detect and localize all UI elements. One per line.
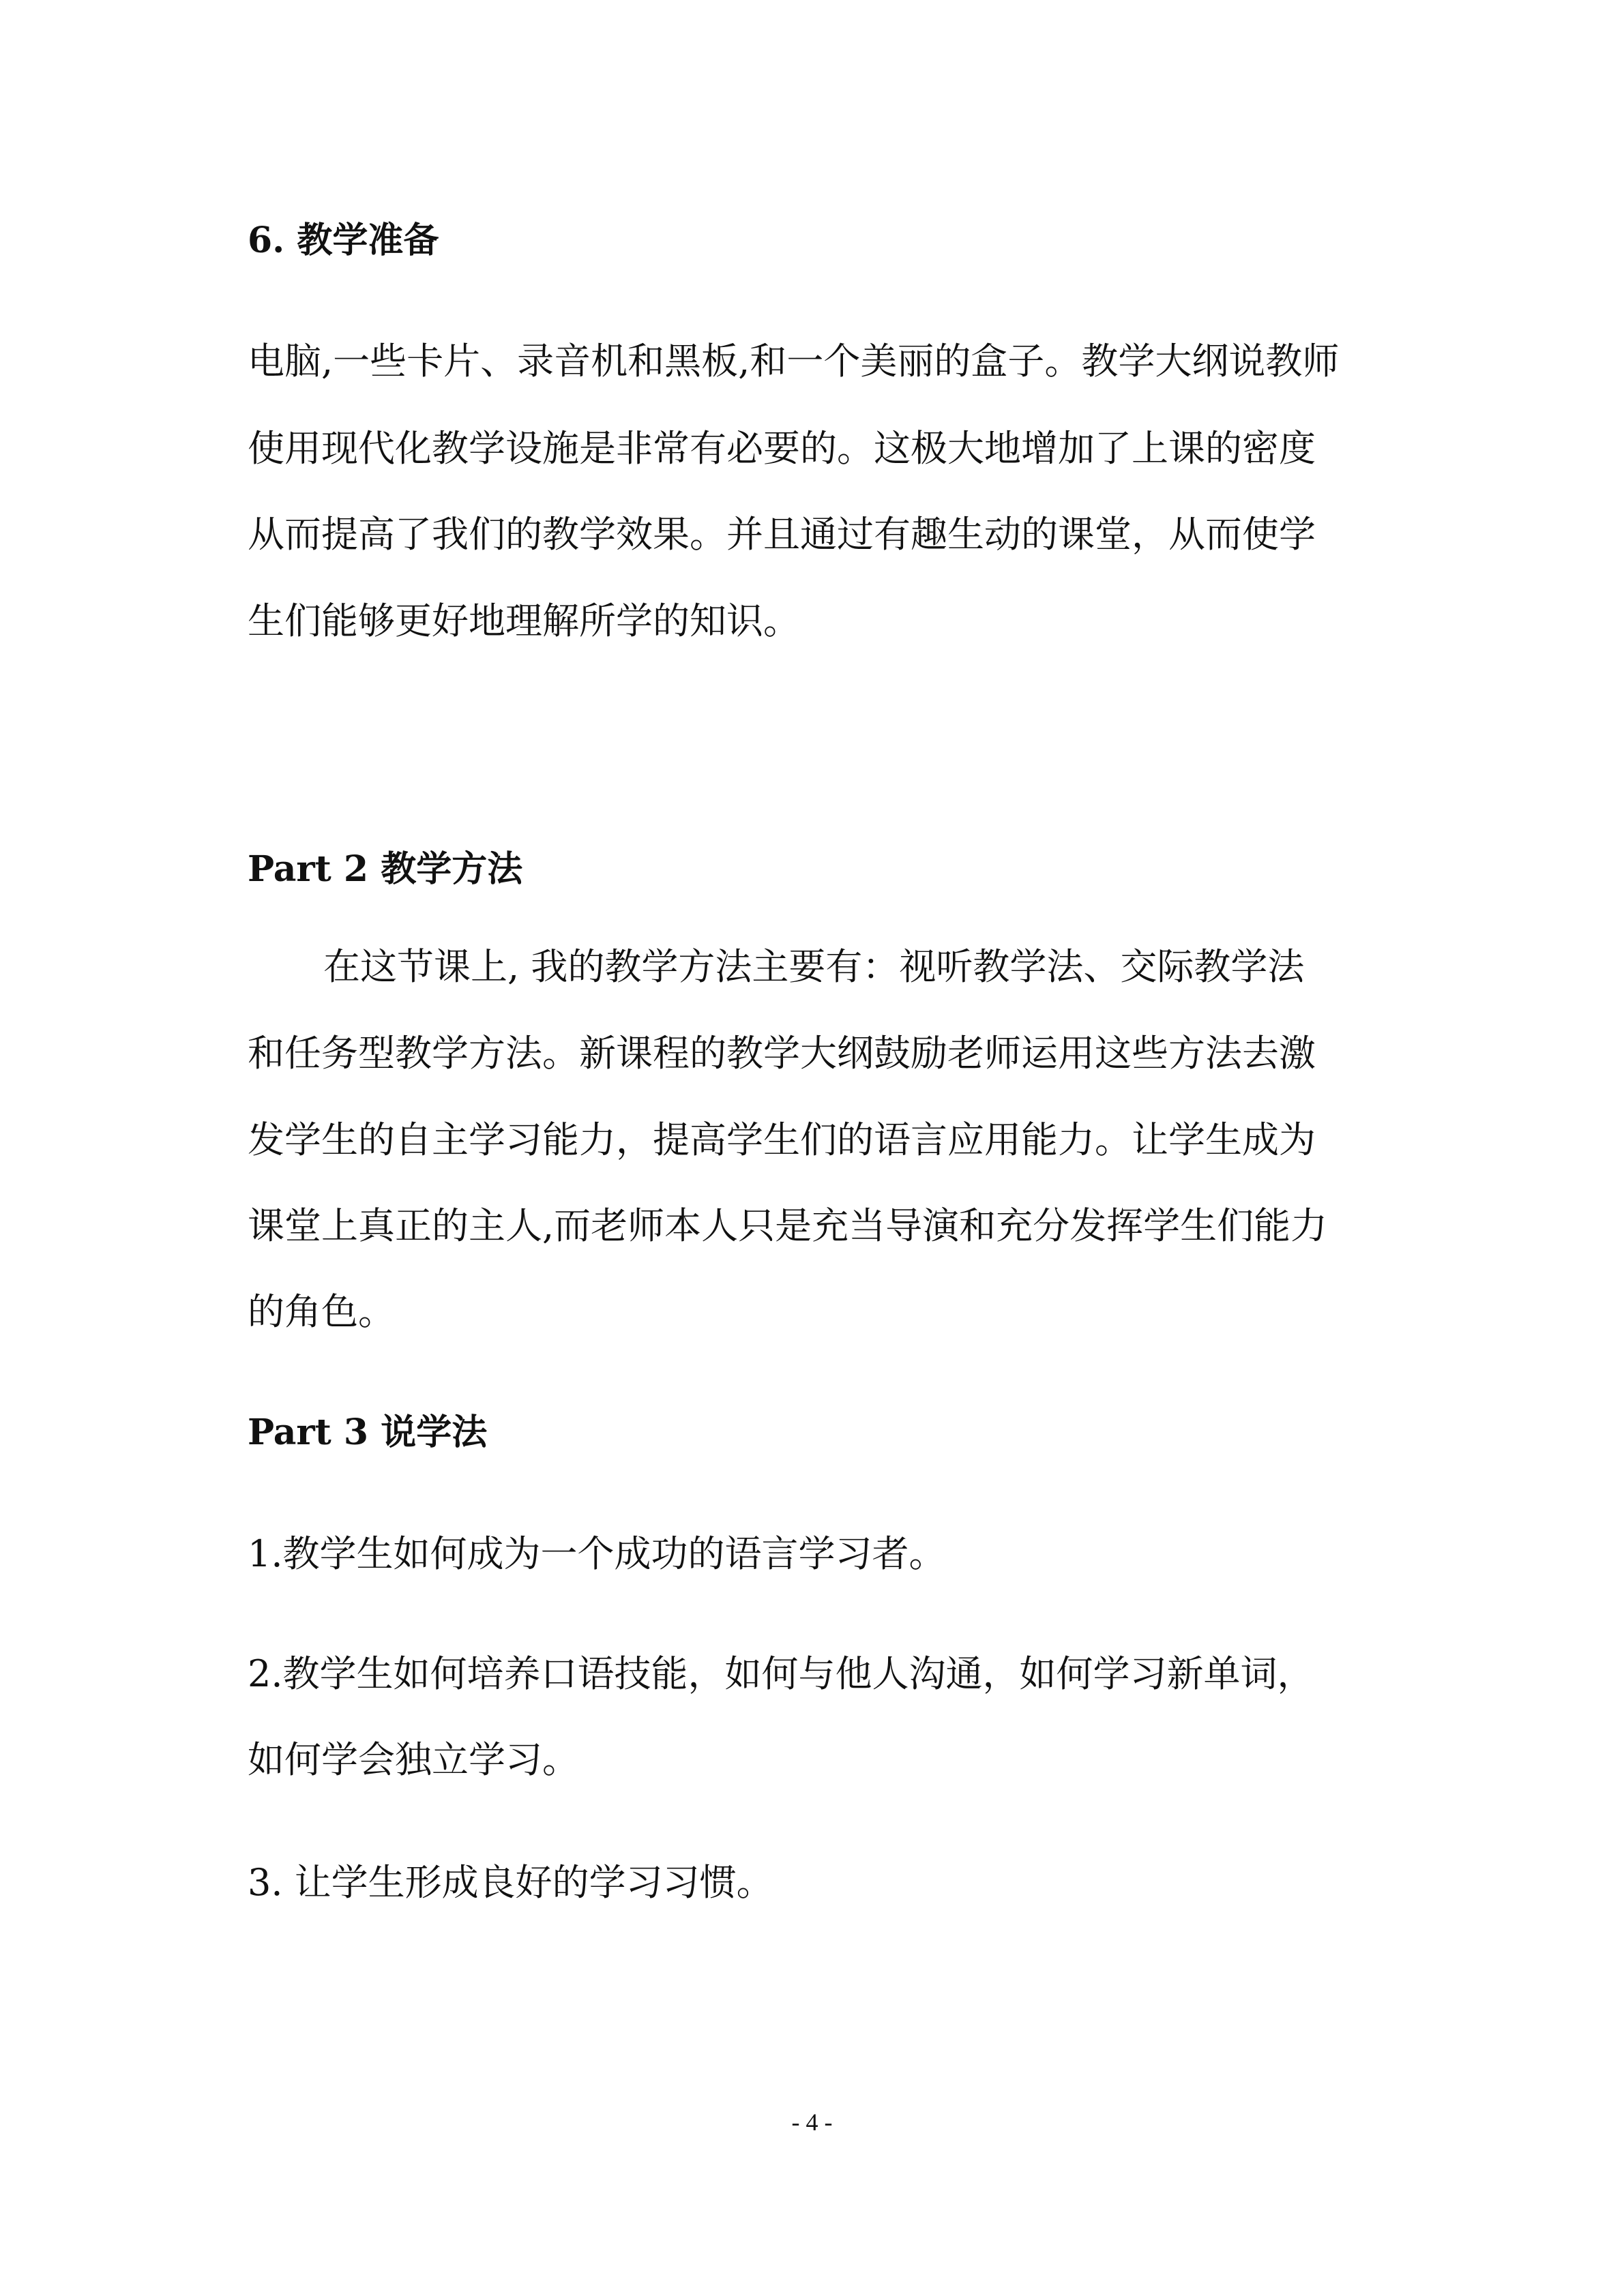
paragraph-line: 电脑,一些卡片、录音机和黑板,和一个美丽的盒子。教学大纲说教师 [248, 340, 1340, 383]
paragraph-line: 从而提高了我们的教学效果。并且通过有趣生动的课堂，从而使学 [248, 513, 1316, 556]
paragraph-line: 发学生的自主学习能力，提高学生们的语言应用能力。让学生成为 [248, 1118, 1316, 1161]
list-item: 1.教学生如何成为一个成功的语言学习者。 [248, 1532, 946, 1575]
paragraph-line: 的角色。 [248, 1290, 395, 1333]
section-heading-teaching-preparation: 6. 教学准备 [248, 220, 439, 261]
page-number: - 4 - [791, 2108, 833, 2136]
list-item: 3. 让学生形成良好的学习习惯。 [248, 1861, 773, 1904]
paragraph-line: 使用现代化教学设施是非常有必要的。这极大地增加了上课的密度 [248, 427, 1316, 470]
paragraph-line: 生们能够更好地理解所学的知识。 [248, 599, 800, 642]
paragraph-line: 在这节课上, 我的教学方法主要有：视听教学法、交际教学法 [323, 945, 1305, 988]
paragraph-line: 和任务型教学方法。新课程的教学大纲鼓励老师运用这些方法去激 [248, 1032, 1316, 1075]
section-heading-teaching-methods: Part 2 教学方法 [248, 848, 523, 890]
section-heading-learning-methods: Part 3 说学法 [248, 1412, 488, 1453]
list-item: 2.教学生如何培养口语技能，如何与他人沟通，如何学习新单词， [248, 1652, 1314, 1695]
paragraph-line: 课堂上真正的主人,而老师本人只是充当导演和充分发挥学生们能力 [248, 1204, 1328, 1247]
list-item-continuation: 如何学会独立学习。 [248, 1738, 579, 1781]
